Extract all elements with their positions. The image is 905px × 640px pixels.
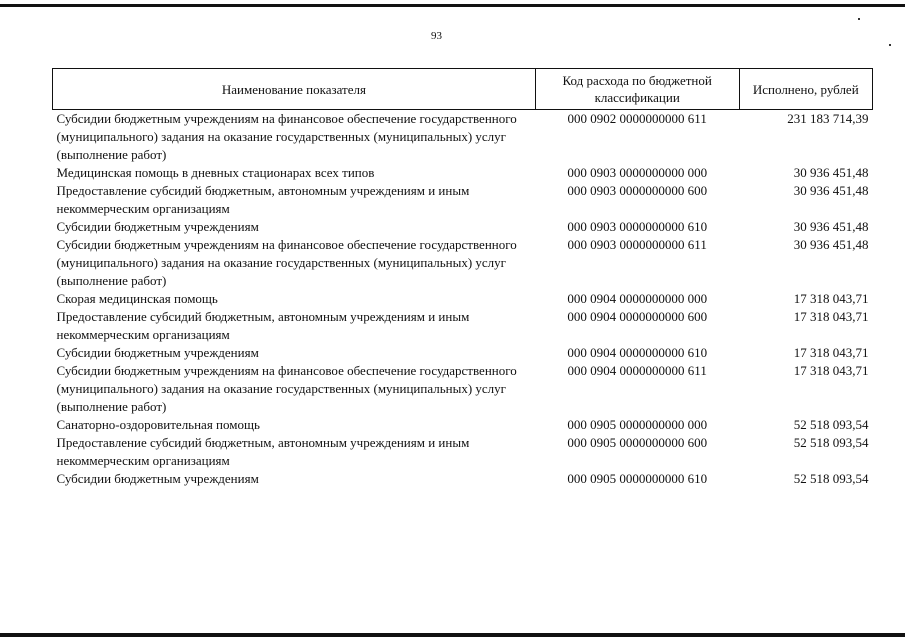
header-sum: Исполнено, рублей — [739, 69, 872, 110]
row-sum: 52 518 093,54 — [793, 471, 869, 486]
page-number: 93 — [431, 30, 442, 42]
row-name: Субсидии бюджетным учреждениям на финансовое обеспечение государственного (муниципального) задания на оказание государственных (муниципальных) услуг (выполнение работ) — [56, 237, 517, 288]
row-name: Предоставление субсидий бюджетным, автономным учреждениям и иным некоммерческим организациям — [56, 183, 470, 216]
table-row — [53, 344, 873, 362]
row-sum: 17 318 043,71 — [793, 363, 869, 378]
table-row — [53, 362, 873, 416]
top-border-line — [0, 4, 905, 7]
row-name: Субсидии бюджетным учреждениям на финансовое обеспечение государственного (муниципального) задания на оказание государственных (муниципальных) услуг (выполнение работ) — [56, 363, 517, 414]
row-code: 000 0904 0000000000 600 — [567, 309, 708, 324]
row-sum: 17 318 043,71 — [793, 345, 869, 360]
row-code: 000 0905 0000000000 000 — [567, 417, 708, 432]
row-code: 000 0903 0000000000 611 — [567, 237, 707, 252]
row-name: Субсидии бюджетным учреждениям — [56, 345, 259, 360]
row-code: 000 0905 0000000000 600 — [567, 435, 708, 450]
row-sum: 30 936 451,48 — [793, 237, 869, 252]
header-name: Наименование показателя — [53, 69, 536, 110]
row-code: 000 0904 0000000000 610 — [567, 345, 708, 360]
table-row — [53, 164, 873, 182]
row-sum: 52 518 093,54 — [793, 435, 869, 450]
row-code: 000 0905 0000000000 610 — [567, 471, 708, 486]
table-row — [53, 434, 873, 470]
row-name: Скорая медицинская помощь — [56, 291, 218, 306]
table-row — [53, 470, 873, 488]
table-row — [53, 308, 873, 344]
table-row — [53, 416, 873, 434]
budget-report-table — [52, 68, 873, 488]
row-sum: 30 936 451,48 — [793, 165, 869, 180]
row-name: Санаторно-оздоровительная помощь — [56, 417, 260, 432]
row-sum: 30 936 451,48 — [793, 219, 869, 234]
row-name: Предоставление субсидий бюджетным, автономным учреждениям и иным некоммерческим организациям — [56, 435, 470, 468]
scan-speck — [858, 18, 860, 20]
row-code: 000 0902 0000000000 611 — [567, 111, 707, 126]
table-row — [53, 290, 873, 308]
row-sum: 17 318 043,71 — [793, 291, 869, 306]
row-sum: 30 936 451,48 — [793, 183, 869, 198]
row-code: 000 0903 0000000000 610 — [567, 219, 708, 234]
row-name: Субсидии бюджетным учреждениям — [56, 471, 259, 486]
table-row — [53, 182, 873, 218]
bottom-border-line — [0, 633, 905, 637]
row-name: Субсидии бюджетным учреждениям на финансовое обеспечение государственного (муниципального) задания на оказание государственных (муниципальных) услуг (выполнение работ) — [56, 111, 517, 162]
row-name: Медицинская помощь в дневных стационарах всех типов — [56, 165, 375, 180]
scan-speck — [889, 44, 891, 46]
row-sum: 52 518 093,54 — [793, 417, 869, 432]
table-row — [53, 236, 873, 290]
row-sum: 231 183 714,39 — [787, 111, 869, 126]
row-code: 000 0904 0000000000 611 — [567, 363, 707, 378]
table-header-row — [53, 69, 873, 110]
row-code: 000 0903 0000000000 000 — [567, 165, 708, 180]
row-name: Субсидии бюджетным учреждениям — [56, 219, 259, 234]
row-name: Предоставление субсидий бюджетным, автономным учреждениям и иным некоммерческим организациям — [56, 309, 470, 342]
row-code: 000 0903 0000000000 600 — [567, 183, 708, 198]
table-row — [53, 110, 873, 165]
row-sum: 17 318 043,71 — [793, 309, 869, 324]
row-code: 000 0904 0000000000 000 — [567, 291, 708, 306]
header-code: Код расхода по бюджетной классификации — [535, 69, 739, 110]
table-row — [53, 218, 873, 236]
